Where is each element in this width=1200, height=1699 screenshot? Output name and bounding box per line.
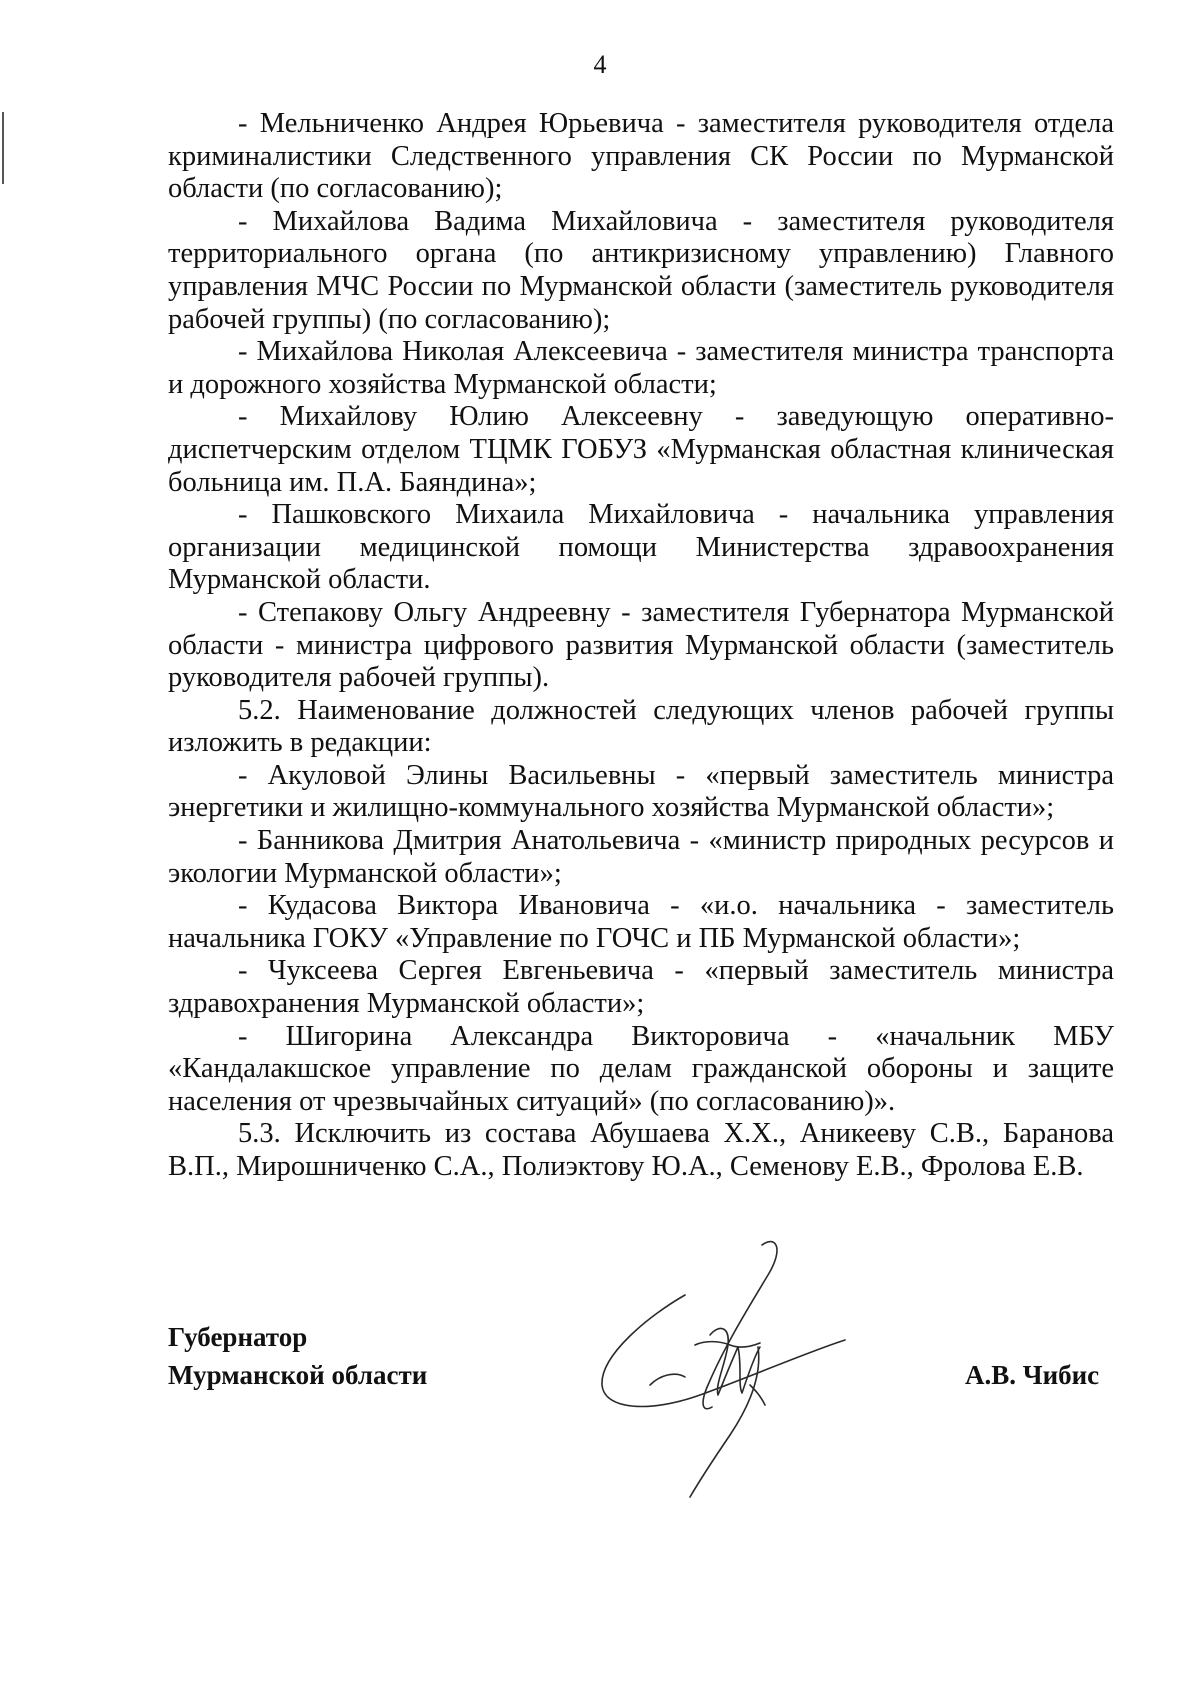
paragraph: - Михайлова Вадима Михайловича - заместителя руководителя территориального органа (по антикризисному управлению) Главного управления МЧС России по Мурманской области (заместитель руководителя рабочей группы) (по согласованию); (168, 205, 1114, 335)
signatory-title-line2: Мурманской области (168, 1360, 428, 1390)
paragraph: 5.3. Исключить из состава Абушаева Х.Х., Аникееву С.В., Баранова В.П., Мирошниченко С.А., Полиэктову Ю.А., Семенову Е.В., Фролова Е.В. (168, 1118, 1114, 1182)
document-body (168, 108, 1114, 1184)
paragraph: - Пашковского Михаила Михайловича - начальника управления организации медицинской помощи Министерства здравоохранения Мурманской области. (168, 499, 1114, 596)
signatory-name: А.В. Чибис (965, 1360, 1100, 1390)
handwritten-signature-icon (590, 1235, 890, 1525)
signatory-title-line1: Губернатор (168, 1322, 308, 1352)
page-number: 4 (593, 50, 607, 79)
paragraph: - Степакову Ольгу Андреевну - заместителя Губернатора Мурманской области - министра цифрового развития Мурманской области (заместитель руководителя рабочей группы). (168, 596, 1114, 694)
signatory-title (168, 1318, 427, 1394)
paragraph: - Кудасова Виктора Ивановича - «и.о. начальника - заместитель начальника ГОКУ «Управление по ГОЧС и ПБ Мурманской области»; (168, 890, 1114, 954)
paragraph: - Мельниченко Андрея Юрьевича - заместителя руководителя отдела криминалистики Следственного управления СК России по Мурманской области (по согласованию); (168, 108, 1114, 205)
scan-margin-mark (2, 112, 4, 184)
paragraph: - Чуксеева Сергея Евгеньевича - «первый заместитель министра здравохранения Мурманской области»; (168, 955, 1114, 1020)
paragraph: - Акуловой Элины Васильевны - «первый заместитель министра энергетики и жилищно-коммунального хозяйства Мурманской области»; (168, 759, 1114, 824)
paragraph: - Михайлову Юлию Алексеевну - заведующую оперативно-диспетчерским отделом ТЦМК ГОБУЗ «Мурманская областная клиническая больница им. П.А. Баяндина»; (168, 401, 1114, 498)
paragraph: - Михайлова Николая Алексеевича - заместителя министра транспорта и дорожного хозяйства Мурманской области; (168, 336, 1114, 400)
paragraph: - Банникова Дмитрия Анатольевича - «министр природных ресурсов и экологии Мурманской области»; (168, 825, 1114, 889)
paragraph: 5.2. Наименование должностей следующих членов рабочей группы изложить в редакции: (168, 694, 1114, 759)
paragraph: - Шигорина Александра Викторовича - «начальник МБУ «Кандалакшское управление по делам гражданской обороны и защите населения от чрезвычайных ситуаций» (по согласованию)». (168, 1020, 1114, 1117)
